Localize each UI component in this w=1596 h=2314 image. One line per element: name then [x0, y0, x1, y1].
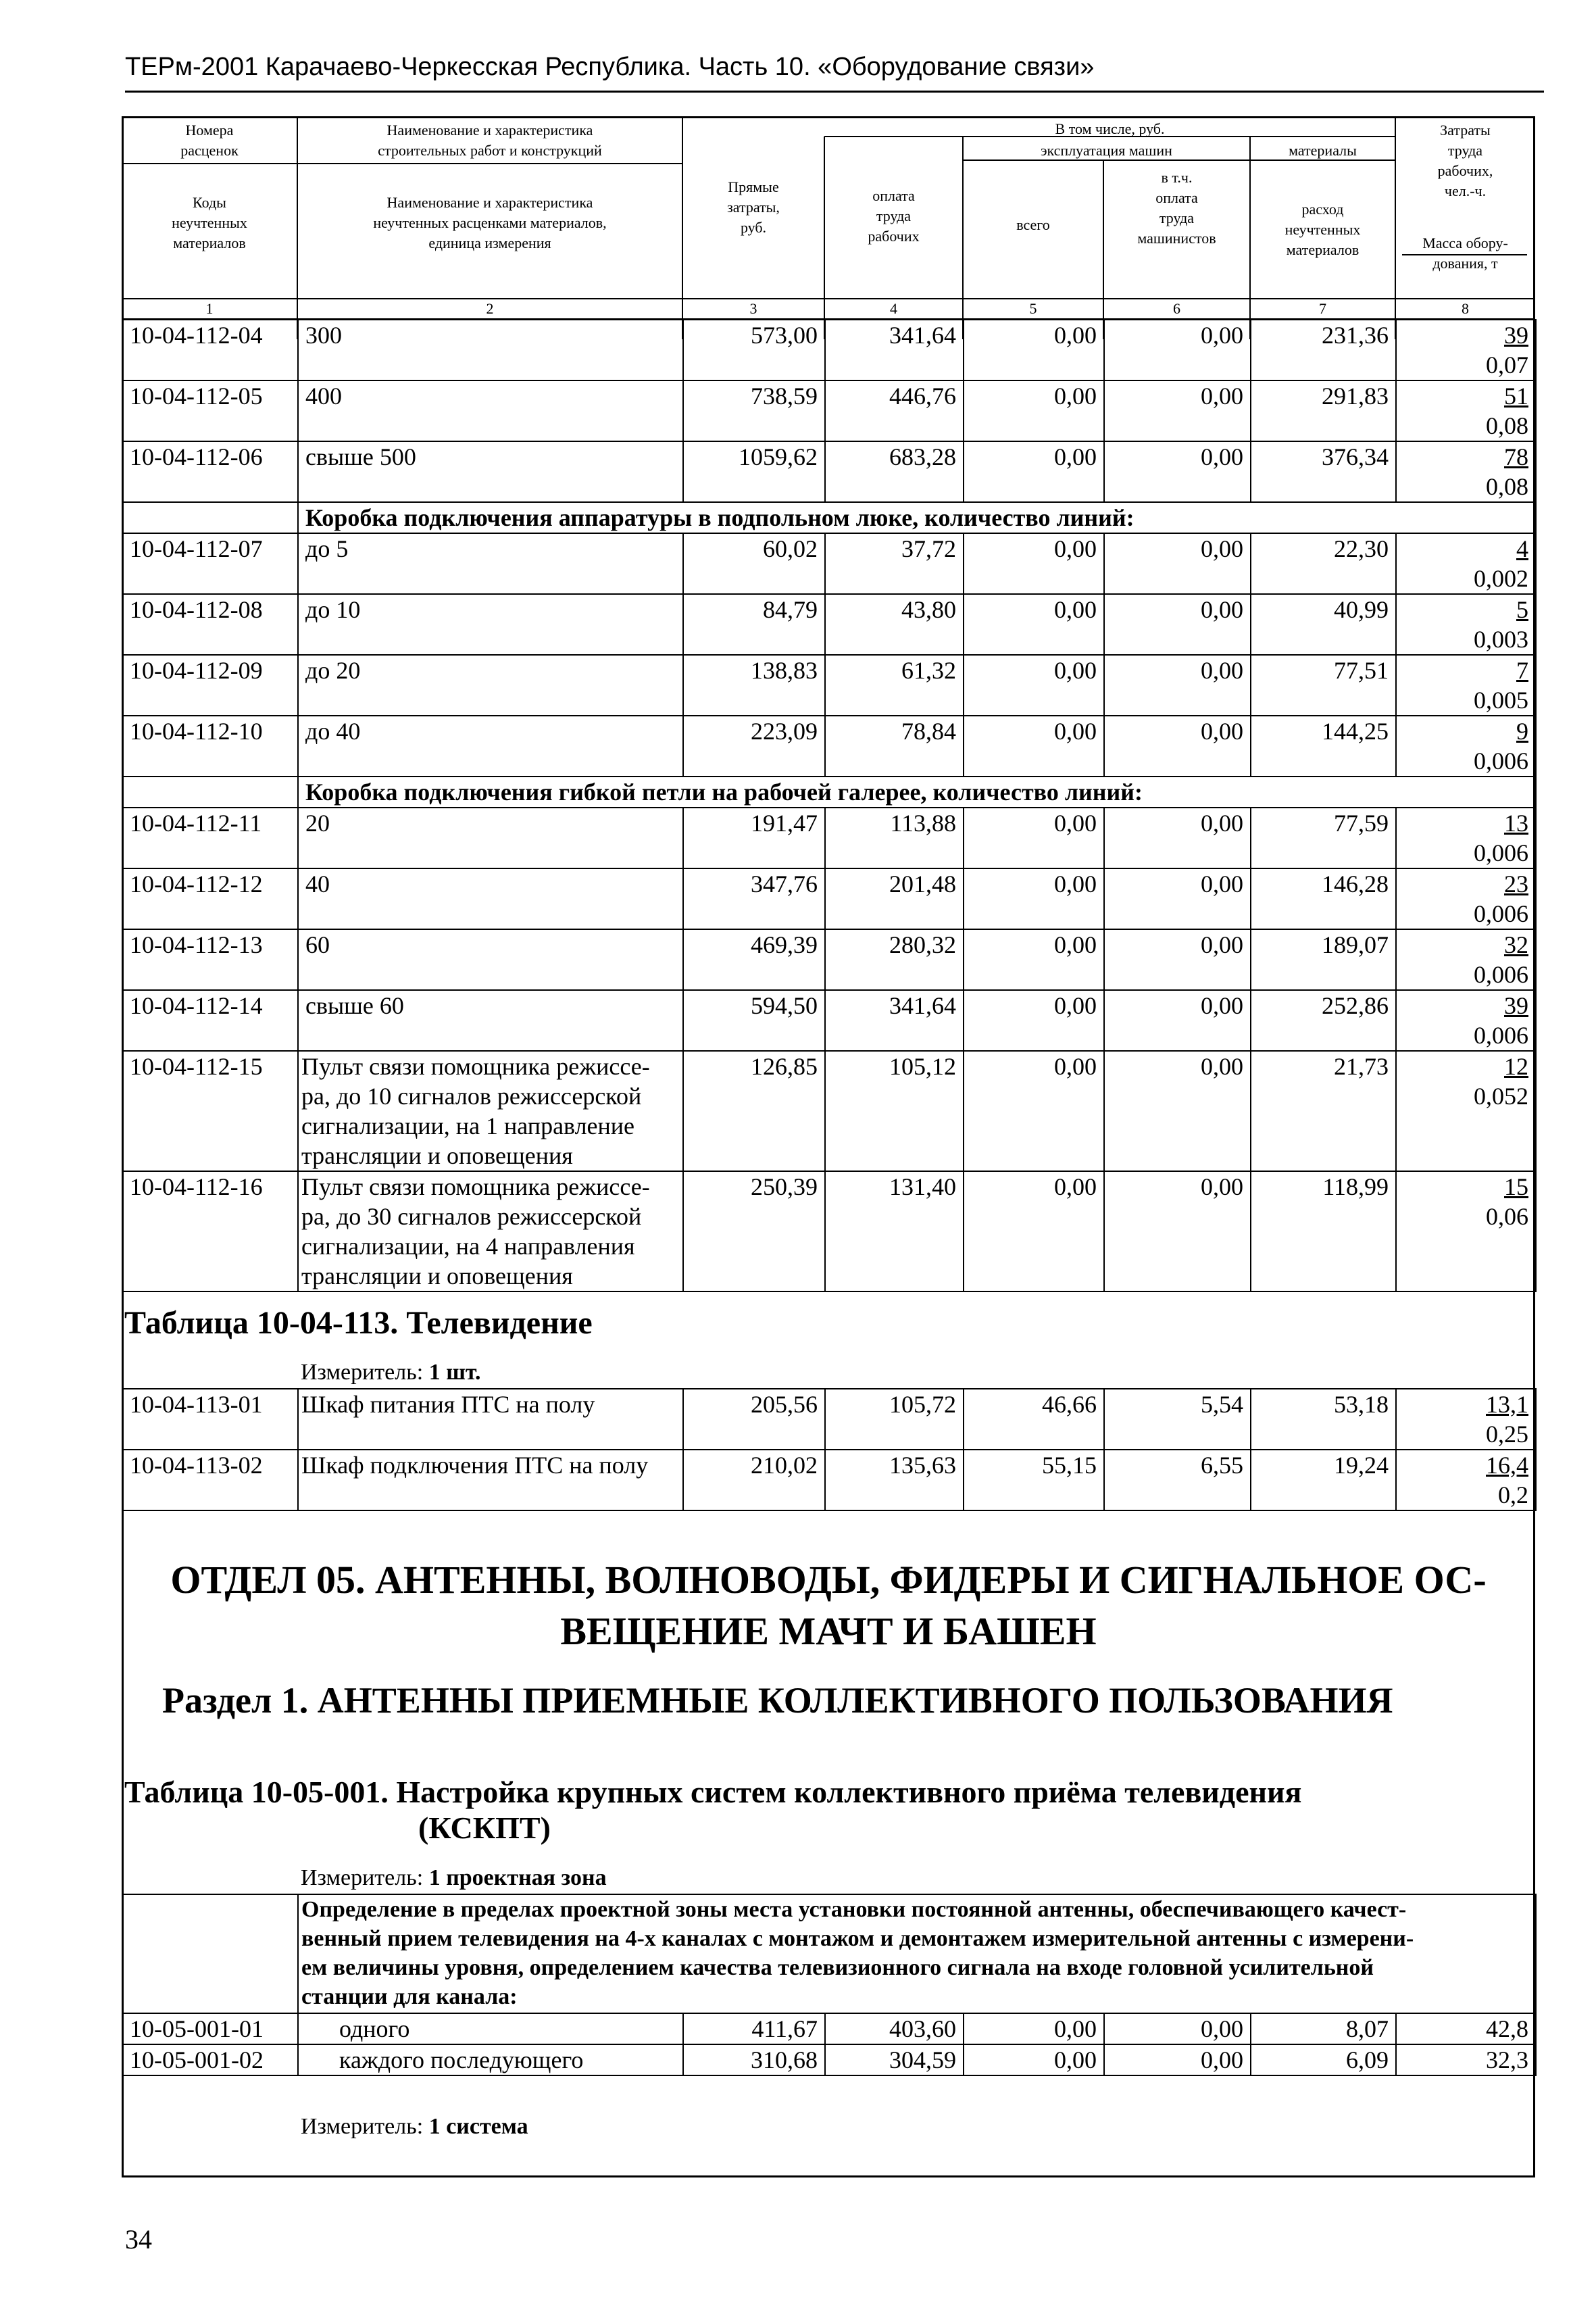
machine-total: 0,00	[964, 2044, 1104, 2075]
rate-code: 10-04-112-14	[122, 990, 298, 1051]
direct-cost: 347,76	[683, 868, 825, 929]
labor-mass	[1396, 533, 1536, 594]
material-cost: 21,73	[1251, 1051, 1396, 1171]
labor-value: 9	[1516, 718, 1528, 745]
labor-mass	[1396, 1389, 1536, 1450]
hdr-direct-costs: Прямые затраты, руб.	[727, 178, 780, 236]
worker-pay: 304,59	[825, 2044, 964, 2075]
labor-value: 78	[1504, 443, 1528, 470]
machine-total: 0,00	[964, 1051, 1104, 1171]
machinist-pay: 0,00	[1104, 2044, 1251, 2075]
rate-name: до 20	[298, 655, 683, 716]
labor-value: 39	[1504, 992, 1528, 1019]
mass-value: 0,006	[1474, 900, 1528, 927]
rate-code: 10-04-112-12	[122, 868, 298, 929]
rate-code: 10-04-112-08	[122, 594, 298, 655]
machinist-pay: 0,00	[1104, 990, 1251, 1051]
mass-value: 0,006	[1474, 1022, 1528, 1049]
material-cost: 146,28	[1251, 868, 1396, 929]
section-razdel-heading: Раздел 1. АНТЕННЫ ПРИЕМНЫЕ КОЛЛЕКТИВНОГО ПОЛЬЗОВАНИЯ	[162, 1680, 1393, 1721]
table-113	[122, 1388, 1537, 1511]
labor-value: 13	[1504, 810, 1528, 837]
labor-mass	[1396, 808, 1536, 868]
material-cost: 77,59	[1251, 808, 1396, 868]
rate-name: 400	[298, 380, 683, 441]
material-cost: 6,09	[1251, 2044, 1396, 2075]
labor-value: 42,8	[1396, 2013, 1536, 2044]
direct-cost: 1059,62	[683, 441, 825, 502]
page-number: 34	[125, 2224, 152, 2255]
machinist-pay: 0,00	[1104, 380, 1251, 441]
worker-pay: 105,12	[825, 1051, 964, 1171]
machine-total: 55,15	[964, 1450, 1104, 1510]
machine-total: 0,00	[964, 441, 1104, 502]
material-cost: 231,36	[1251, 320, 1396, 380]
material-cost: 376,34	[1251, 441, 1396, 502]
table-row	[122, 380, 1536, 441]
material-cost: 252,86	[1251, 990, 1396, 1051]
rate-name: каждого последующего	[298, 2044, 683, 2075]
material-cost: 19,24	[1251, 1450, 1396, 1510]
direct-cost: 191,47	[683, 808, 825, 868]
table-row	[122, 1051, 1536, 1171]
material-cost: 118,99	[1251, 1171, 1396, 1291]
col-num-7: 7	[1319, 300, 1326, 317]
table-001-title: Таблица 10-05-001. Настройка крупных систем коллективного приёма телевидения (КСКПТ)	[124, 1775, 1302, 1845]
labor-value: 7	[1516, 657, 1528, 684]
table-001-measure-2: Измеритель: 1 система	[301, 2114, 528, 2139]
table-113-measure: Измеритель: 1 шт.	[301, 1360, 481, 1385]
mass-value: 0,25	[1486, 1421, 1528, 1448]
direct-cost: 210,02	[683, 1450, 825, 1510]
labor-value: 15	[1504, 1173, 1528, 1200]
material-cost: 8,07	[1251, 2013, 1396, 2044]
hdr-work-name: Наименование и характеристика строительных работ и конструкций	[378, 122, 602, 159]
rates-table	[122, 319, 1537, 1292]
table-001-measure: Измеритель: 1 проектная зона	[301, 1865, 607, 1890]
labor-value: 23	[1504, 870, 1528, 897]
material-cost: 53,18	[1251, 1389, 1396, 1450]
hdr-equipment-mass: Масса обору- дования, т	[1422, 235, 1508, 272]
worker-pay: 403,60	[825, 2013, 964, 2044]
machine-total: 0,00	[964, 868, 1104, 929]
mass-value: 0,08	[1486, 412, 1528, 439]
mass-value: 0,006	[1474, 961, 1528, 988]
labor-mass	[1396, 441, 1536, 502]
machinist-pay: 0,00	[1104, 716, 1251, 777]
header-rule	[125, 91, 1544, 93]
table-row	[122, 1389, 1536, 1450]
direct-cost: 573,00	[683, 320, 825, 380]
direct-cost: 469,39	[683, 929, 825, 990]
rate-name: 20	[298, 808, 683, 868]
labor-mass	[1396, 1051, 1536, 1171]
labor-value: 51	[1504, 383, 1528, 410]
page-header-title: ТЕРм-2001 Карачаево-Черкесская Республика. Часть 10. «Оборудование связи»	[125, 53, 1095, 81]
labor-value: 13,1	[1486, 1391, 1528, 1418]
hdr-materials: материалы	[1289, 142, 1357, 159]
labor-value: 16,4	[1486, 1452, 1528, 1479]
mass-value: 0,006	[1474, 747, 1528, 774]
labor-mass	[1396, 380, 1536, 441]
machinist-pay: 0,00	[1104, 441, 1251, 502]
machine-total: 0,00	[964, 1171, 1104, 1291]
section-otdel-heading: ОТДЕЛ 05. АНТЕННЫ, ВОЛНОВОДЫ, ФИДЕРЫ И СИГНАЛЬНОЕ ОС- ВЕЩЕНИЕ МАЧТ И БАШЕН	[170, 1558, 1487, 1653]
table-row	[122, 655, 1536, 716]
section-heading: Коробка подключения гибкой петли на рабочей галерее, количество линий:	[298, 777, 1536, 808]
direct-cost: 205,56	[683, 1389, 825, 1450]
machine-total: 0,00	[964, 320, 1104, 380]
machinist-pay: 0,00	[1104, 2013, 1251, 2044]
rate-code: 10-04-113-02	[122, 1450, 298, 1510]
labor-mass	[1396, 1450, 1536, 1510]
labor-mass	[1396, 1171, 1536, 1291]
labor-value: 39	[1504, 322, 1528, 349]
machinist-pay: 0,00	[1104, 868, 1251, 929]
rate-code: 10-04-112-13	[122, 929, 298, 990]
labor-mass	[1396, 929, 1536, 990]
rate-code: 10-04-112-11	[122, 808, 298, 868]
machine-total: 0,00	[964, 990, 1104, 1051]
machinist-pay: 0,00	[1104, 533, 1251, 594]
table-row	[122, 929, 1536, 990]
rate-name: Шкаф подключения ПТС на полу	[298, 1450, 683, 1510]
table-row	[122, 716, 1536, 777]
mass-value: 0,06	[1486, 1203, 1528, 1230]
section-heading: Коробка подключения аппаратуры в подпольном люке, количество линий:	[298, 502, 1536, 533]
labor-value: 32,3	[1396, 2044, 1536, 2075]
machinist-pay: 0,00	[1104, 1051, 1251, 1171]
direct-cost: 60,02	[683, 533, 825, 594]
rate-code: 10-04-112-10	[122, 716, 298, 777]
hdr-material-consumption: расход неучтенных материалов	[1285, 201, 1361, 258]
material-cost: 144,25	[1251, 716, 1396, 777]
col-num-5: 5	[1029, 300, 1037, 317]
col-num-6: 6	[1173, 300, 1180, 317]
rate-name: до 40	[298, 716, 683, 777]
mass-value: 0,005	[1474, 687, 1528, 714]
labor-mass	[1396, 594, 1536, 655]
machine-total: 0,00	[964, 594, 1104, 655]
labor-mass	[1396, 320, 1536, 380]
mass-value: 0,052	[1474, 1083, 1528, 1110]
labor-mass	[1396, 868, 1536, 929]
mass-value: 0,002	[1474, 565, 1528, 592]
hdr-machine-operation: эксплуатация машин	[1041, 142, 1172, 159]
hdr-including: В том числе, руб.	[1055, 120, 1165, 137]
col-num-3: 3	[749, 300, 757, 317]
table-row	[122, 1171, 1536, 1291]
table-row	[122, 990, 1536, 1051]
worker-pay: 61,32	[825, 655, 964, 716]
machine-total: 0,00	[964, 2013, 1104, 2044]
hdr-rate-numbers: Номера расценок	[180, 122, 239, 159]
labor-value: 4	[1516, 535, 1528, 562]
machine-total: 0,00	[964, 808, 1104, 868]
hdr-worker-pay: оплата труда рабочих	[868, 187, 920, 245]
rate-name: 300	[298, 320, 683, 380]
table-row	[122, 868, 1536, 929]
rate-name: 60	[298, 929, 683, 990]
hdr-labor: Затраты труда рабочих, чел.-ч.	[1437, 122, 1493, 199]
table-row	[122, 594, 1536, 655]
section-heading-row	[122, 502, 1536, 533]
labor-mass	[1396, 990, 1536, 1051]
section-heading-row	[122, 777, 1536, 808]
direct-cost: 223,09	[683, 716, 825, 777]
rate-code: 10-04-112-15	[122, 1051, 298, 1171]
worker-pay: 446,76	[825, 380, 964, 441]
rate-name: одного	[298, 2013, 683, 2044]
machinist-pay: 0,00	[1104, 929, 1251, 990]
machine-total: 0,00	[964, 655, 1104, 716]
rate-name: свыше 60	[298, 990, 683, 1051]
worker-pay: 37,72	[825, 533, 964, 594]
machinist-pay: 6,55	[1104, 1450, 1251, 1510]
rate-name: Пульт связи помощника режиссе- ра, до 10 сигналов режиссерской сигнализации, на 1 направление трансляции и оповещения	[298, 1051, 683, 1171]
rate-code: 10-05-001-01	[122, 2013, 298, 2044]
machinist-pay: 0,00	[1104, 320, 1251, 380]
material-cost: 40,99	[1251, 594, 1396, 655]
material-cost: 22,30	[1251, 533, 1396, 594]
direct-cost: 411,67	[683, 2013, 825, 2044]
rate-code: 10-04-112-16	[122, 1171, 298, 1291]
machinist-pay: 0,00	[1104, 594, 1251, 655]
col-num-4: 4	[890, 300, 897, 317]
mass-value: 0,07	[1486, 351, 1528, 378]
rate-code: 10-04-112-06	[122, 441, 298, 502]
rate-code: 10-04-113-01	[122, 1389, 298, 1450]
worker-pay: 280,32	[825, 929, 964, 990]
machine-total: 0,00	[964, 716, 1104, 777]
labor-value: 32	[1504, 931, 1528, 958]
table-001	[122, 1894, 1537, 2076]
worker-pay: 201,48	[825, 868, 964, 929]
machine-total: 0,00	[964, 533, 1104, 594]
labor-value: 12	[1504, 1053, 1528, 1080]
table-row	[122, 441, 1536, 502]
rate-name: до 5	[298, 533, 683, 594]
direct-cost: 126,85	[683, 1051, 825, 1171]
direct-cost: 138,83	[683, 655, 825, 716]
machinist-pay: 0,00	[1104, 655, 1251, 716]
worker-pay: 113,88	[825, 808, 964, 868]
rate-code: 10-04-112-09	[122, 655, 298, 716]
machinist-pay: 0,00	[1104, 808, 1251, 868]
mass-value: 0,2	[1498, 1481, 1528, 1508]
mass-value: 0,003	[1474, 626, 1528, 653]
labor-mass	[1396, 716, 1536, 777]
material-cost: 291,83	[1251, 380, 1396, 441]
rate-code: 10-04-112-07	[122, 533, 298, 594]
mass-value: 0,006	[1474, 839, 1528, 866]
worker-pay: 43,80	[825, 594, 964, 655]
rate-code: 10-04-112-04	[122, 320, 298, 380]
material-cost: 77,51	[1251, 655, 1396, 716]
col-num-1: 1	[205, 300, 214, 317]
rate-name: Шкаф питания ПТС на полу	[298, 1389, 683, 1450]
machine-total: 0,00	[964, 929, 1104, 990]
labor-mass	[1396, 655, 1536, 716]
table-row	[122, 2044, 1536, 2075]
labor-value: 5	[1516, 596, 1528, 623]
worker-pay: 683,28	[825, 441, 964, 502]
mass-value: 0,08	[1486, 473, 1528, 500]
hdr-material-codes: Коды неучтенных материалов	[172, 194, 247, 251]
table-row	[122, 320, 1536, 380]
rate-code: 10-04-112-05	[122, 380, 298, 441]
worker-pay: 135,63	[825, 1450, 964, 1510]
table-001-description: Определение в пределах проектной зоны места установки постоянной антенны, обеспечивающего качест- венный прием телевидения на 4-х каналах с монтажом и демонтажем измерительной антенны с измерени- ем величины уровня, определением качества телевизионного сигнала на входе головной усилительной станции для канала:	[298, 1894, 1536, 2013]
worker-pay: 78,84	[825, 716, 964, 777]
table-row	[122, 1450, 1536, 1510]
col-num-2: 2	[486, 300, 494, 317]
rate-name: до 10	[298, 594, 683, 655]
worker-pay: 341,64	[825, 320, 964, 380]
table-row	[122, 533, 1536, 594]
direct-cost: 738,59	[683, 380, 825, 441]
col-num-8: 8	[1462, 300, 1469, 317]
machinist-pay: 5,54	[1104, 1389, 1251, 1450]
rate-name: свыше 500	[298, 441, 683, 502]
machinist-pay: 0,00	[1104, 1171, 1251, 1291]
description-row	[122, 1894, 1536, 2013]
worker-pay: 341,64	[825, 990, 964, 1051]
material-cost: 189,07	[1251, 929, 1396, 990]
table-113-title: Таблица 10-04-113. Телевидение	[124, 1305, 593, 1341]
machine-total: 0,00	[964, 380, 1104, 441]
rate-code: 10-05-001-02	[122, 2044, 298, 2075]
direct-cost: 84,79	[683, 594, 825, 655]
hdr-material-name: Наименование и характеристика неучтенных расценками материалов, единица измерения	[373, 194, 607, 251]
direct-cost: 594,50	[683, 990, 825, 1051]
rate-name: 40	[298, 868, 683, 929]
hdr-machinist-pay: в т.ч. оплата труда машинистов	[1137, 169, 1216, 247]
worker-pay: 131,40	[825, 1171, 964, 1291]
machine-total: 46,66	[964, 1389, 1104, 1450]
table-row	[122, 2013, 1536, 2044]
table-row	[122, 808, 1536, 868]
hdr-machine-total: всего	[1016, 216, 1050, 233]
rate-name: Пульт связи помощника режиссе- ра, до 30 сигналов режиссерской сигнализации, на 4 направления трансляции и оповещения	[298, 1171, 683, 1291]
worker-pay: 105,72	[825, 1389, 964, 1450]
direct-cost: 250,39	[683, 1171, 825, 1291]
direct-cost: 310,68	[683, 2044, 825, 2075]
